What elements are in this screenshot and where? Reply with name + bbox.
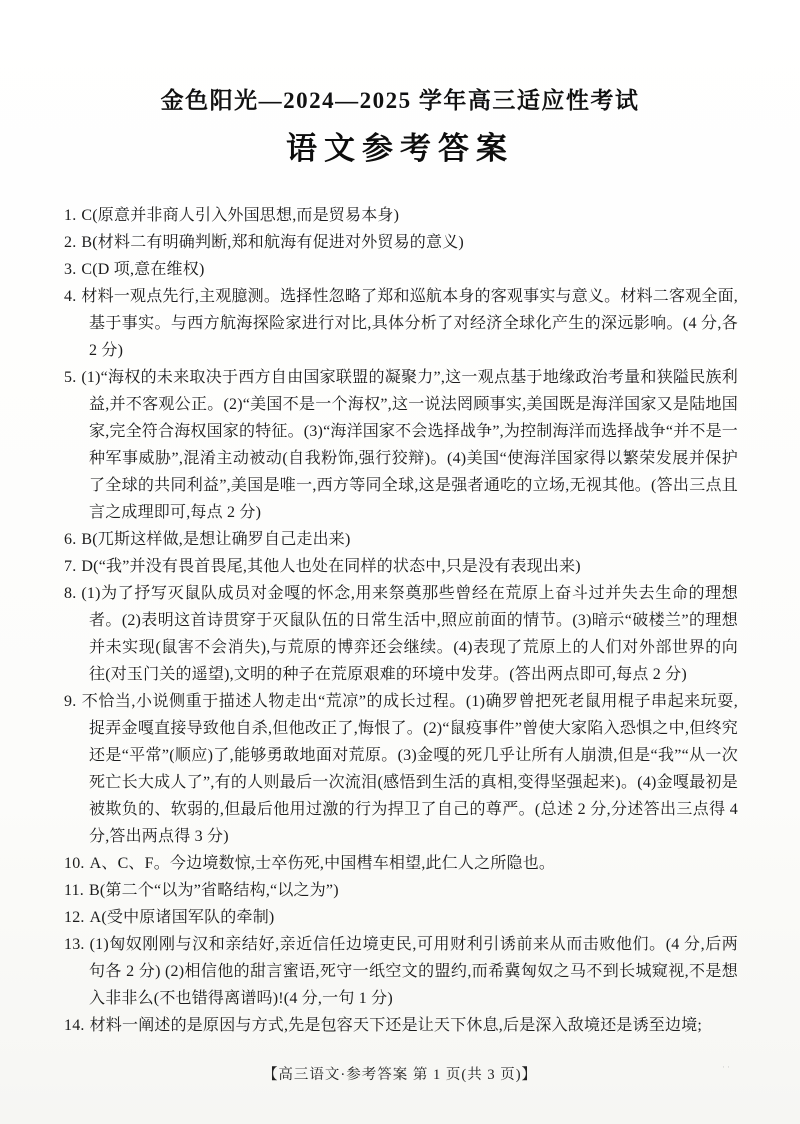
scan-artifact: ·· — [722, 1062, 732, 1072]
answer-item — [64, 904, 738, 931]
answer-text: A(受中原诸国军队的牵制) — [89, 909, 275, 926]
answer-text: 材料一观点先行,主观臆测。选择性忽略了郑和巡航本身的客观事实与意义。材料二客观全面,基于事实。与西方航海探险家进行对比,具体分析了对经济全球化产生的深远影响。(4 分,各 2 分) — [81, 288, 738, 359]
answer-text: (1)匈奴刚刚与汉和亲结好,亲近信任边境吏民,可用财利引诱前来从而击败他们。(4 分,后两句各 2 分) (2)相信他的甜言蜜语,死守一纸空文的盟约,而希冀匈奴之马不到长城窥视,不是想入非非么(不也错得离谱吗)!(4 分,一句 1 分) — [89, 936, 738, 1007]
answer-item — [64, 526, 738, 553]
answer-text: C(原意并非商人引入外国思想,而是贸易本身) — [81, 207, 400, 224]
answer-number: 12. — [64, 909, 85, 926]
answer-number: 13. — [64, 936, 85, 953]
answer-number: 5. — [64, 369, 77, 386]
answer-text: A、C、F。今边境数惊,士卒伤死,中国槥车相望,此仁人之所隐也。 — [89, 855, 556, 872]
answer-number: 3. — [64, 261, 77, 278]
answer-item — [64, 229, 738, 256]
answer-number: 4. — [64, 288, 77, 305]
answer-number: 10. — [64, 855, 85, 872]
answer-text: B(第二个“以为”省略结构,“以之为”) — [89, 882, 339, 899]
answer-number: 6. — [64, 531, 77, 548]
answer-text: (1)“海权的未来取决于西方自由国家联盟的凝聚力”,这一观点基于地缘政治考量和狭隘民族利益,并不客观公正。(2)“美国不是一个海权”,这一说法罔顾事实,美国既是海洋国家又是陆地国家,完全符合海权国家的特征。(3)“海洋国家不会选择战争”,为控制海洋而选择战争“并不是一种军事威胁”,混淆主动被动(自我粉饰,强行狡辩)。(4)美国“使海洋国家得以繁荣发展并保护了全球的共同利益”,美国是唯一,西方等同全球,这是强者通吃的立场,无视其他。(答出三点且言之成理即可,每点 2 分) — [81, 369, 738, 521]
answer-number: 14. — [64, 1017, 85, 1034]
answer-text: D(“我”并没有畏首畏尾,其他人也处在同样的状态中,只是没有表现出来) — [81, 558, 581, 575]
answer-item — [64, 850, 738, 877]
page-footer: 【高三语文·参考答案 第 1 页(共 3 页)】 — [262, 1067, 538, 1083]
answer-item — [64, 283, 738, 364]
answer-text: B(兀斯这样做,是想让确罗自己走出来) — [81, 531, 351, 548]
answer-item — [64, 202, 738, 229]
answer-text: 材料一阐述的是原因与方式,先是包容天下还是让天下休息,后是深入敌境还是诱至边境; — [89, 1017, 703, 1034]
answer-item — [64, 931, 738, 1012]
answer-item — [64, 688, 738, 850]
answer-item — [64, 1012, 738, 1039]
answer-item — [64, 364, 738, 526]
answer-text: 不恰当,小说侧重于描述人物走出“荒凉”的成长过程。(1)确罗曾把死老鼠用棍子串起来玩耍,捉弄金嘎直接导致他自杀,但他改正了,悔恨了。(2)“鼠疫事件”曾使大家陷入恐惧之中,但终究还是“平常”(顺应)了,能够勇敢地面对荒原。(3)金嘎的死几乎让所有人崩溃,但是“我”“从一次死亡长大成人了”,有的人则最后一次流泪(感悟到生活的真相,变得坚强起来)。(4)金嘎最初是被欺负的、软弱的,但最后他用过激的行为捍卫了自己的尊严。(总述 2 分,分述答出三点得 4 分,答出两点得 3 分) — [81, 693, 738, 845]
answer-number: 8. — [64, 585, 77, 602]
answer-item — [64, 877, 738, 904]
answer-text: C(D 项,意在维权) — [81, 261, 205, 278]
answer-item — [64, 553, 738, 580]
answer-number: 11. — [64, 882, 85, 899]
answer-text: (1)为了抒写灭鼠队成员对金嘎的怀念,用来祭奠那些曾经在荒原上奋斗过并失去生命的理想者。(2)表明这首诗贯穿于灭鼠队伍的日常生活中,照应前面的情节。(3)暗示“破楼兰”的理想并未实现(鼠害不会消失),与荒原的博弈还会继续。(4)表现了荒原上的人们对外部世界的向往(对玉门关的遥望),文明的种子在荒原艰难的环境中发芽。(答出两点即可,每点 2 分) — [81, 585, 738, 683]
answer-number: 9. — [64, 693, 77, 710]
answers-list — [64, 202, 738, 1039]
answers-title: 语文参考答案 — [286, 131, 514, 166]
answer-number: 2. — [64, 234, 77, 251]
answer-text: B(材料二有明确判断,郑和航海有促进对外贸易的意义) — [81, 234, 464, 251]
answer-number: 1. — [64, 207, 77, 224]
page-header — [0, 0, 800, 168]
answer-item — [64, 256, 738, 283]
answer-number: 7. — [64, 558, 77, 575]
answer-item — [64, 580, 738, 688]
exam-title: 金色阳光—2024—2025 学年高三适应性考试 — [160, 88, 640, 113]
